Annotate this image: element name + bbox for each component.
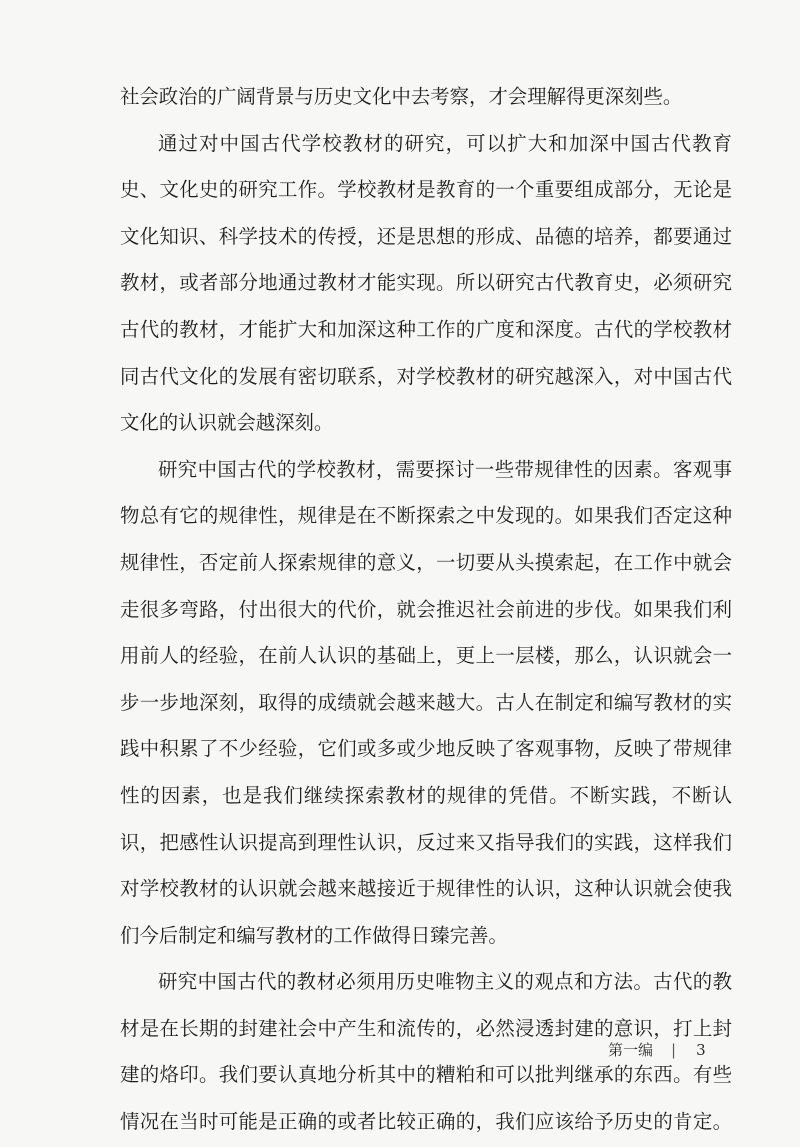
page-number: 3 [696,1041,706,1059]
text-line: 史、文化史的研究工作。学校教材是教育的一个重要组成部分，无论是 [120,178,732,202]
text-line: 性的因素，也是我们继续探索教材的规律的凭借。不断实践，不断认 [120,783,732,807]
paragraph-first-line: 研究中国古代的学校教材，需要探讨一些带规律性的因素。客观事 [158,457,732,481]
text-line: 文化的认识就会越深刻。 [120,411,334,435]
body-text [120,74,732,1146]
section-name: 第一编 [608,1041,654,1059]
text-line: 建的烙印。我们要认真地分析其中的糟粕和可以批判继承的东西。有些 [120,1063,732,1087]
text-line: 社会政治的广阔背景与历史文化中去考察，才会理解得更深刻些。 [120,85,683,108]
paragraph-first-line: 研究中国古代的教材必须用历史唯物主义的观点和方法。古代的教 [158,970,732,994]
text-line: 文化知识、科学技术的传授，还是思想的形成、品德的培养，都要通过 [120,224,732,248]
page-footer [608,1039,706,1060]
text-line: 们今后制定和编写教材的工作做得日臻完善。 [120,923,508,947]
footer-divider: | [671,1041,677,1059]
text-line: 情况在当时可能是正确的或者比较正确的，我们应该给予历史的肯定。 [120,1110,732,1134]
text-line: 用前人的经验，在前人认识的基础上，更上一层楼，那么，认识就会一 [120,644,732,668]
text-line: 步一步地深刻，取得的成绩就会越来越大。古人在制定和编写教材的实 [120,690,732,714]
text-line: 规律性，否定前人探索规律的意义，一切要从头摸索起，在工作中就会 [120,550,732,574]
text-line: 对学校教材的认识就会越来越接近于规律性的认识，这种认识就会使我 [120,877,732,901]
text-line: 识，把感性认识提高到理性认识，反过来又指导我们的实践，这样我们 [120,830,732,854]
paragraph-first-line: 通过对中国古代学校教材的研究，可以扩大和加深中国古代教育 [158,131,732,155]
text-line: 践中积累了不少经验，它们或多或少地反映了客观事物，反映了带规律 [120,737,732,761]
text-line: 教材，或者部分地通过教材才能实现。所以研究古代教育史，必须研究 [120,271,732,295]
text-line: 古代的教材，才能扩大和加深这种工作的广度和深度。古代的学校教材 [120,317,732,341]
text-line: 同古代文化的发展有密切联系，对学校教材的研究越深入，对中国古代 [120,364,732,388]
text-line: 材是在长期的封建社会中产生和流传的，必然浸透封建的意识，打上封 [120,1016,732,1040]
text-line: 物总有它的规律性，规律是在不断探索之中发现的。如果我们否定这种 [120,504,732,528]
text-line: 走很多弯路，付出很大的代价，就会推迟社会前进的步伐。如果我们利 [120,597,732,621]
